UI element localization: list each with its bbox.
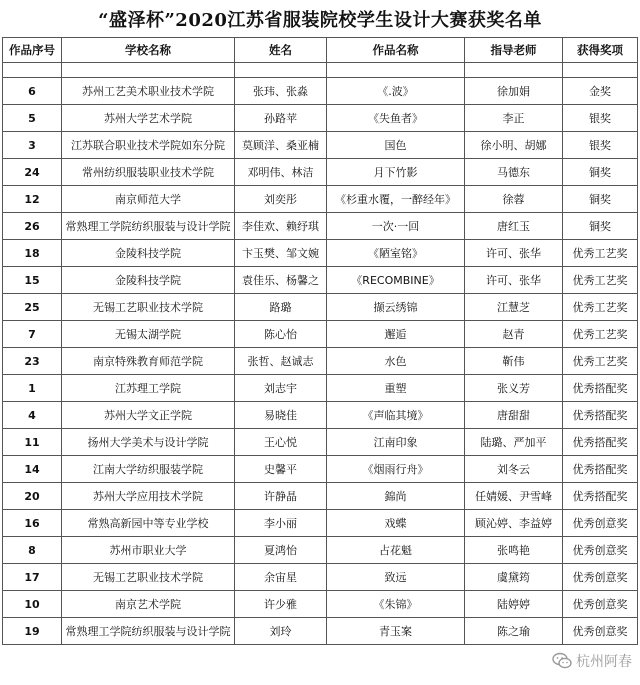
table-cell: 唐甜甜 xyxy=(465,402,563,429)
table-row xyxy=(3,429,638,456)
table-cell: 《失鱼者》 xyxy=(327,105,465,132)
table-cell: 18 xyxy=(3,240,62,267)
table-cell: 优秀创意奖 xyxy=(563,618,638,645)
table-cell: 15 xyxy=(3,267,62,294)
table-cell: 陈之瑜 xyxy=(465,618,563,645)
table-cell: 虞黛筠 xyxy=(465,564,563,591)
header-cell: 姓名 xyxy=(235,38,327,63)
table-row xyxy=(3,78,638,105)
table-row xyxy=(3,591,638,618)
table-cell: 《.波》 xyxy=(327,78,465,105)
table-cell: 金陵科技学院 xyxy=(62,240,235,267)
table-cell: 重塑 xyxy=(327,375,465,402)
table-cell: 月下竹影 xyxy=(327,159,465,186)
table-cell: 26 xyxy=(3,213,62,240)
table-cell: 邂逅 xyxy=(327,321,465,348)
table-cell: 《RECOMBINE》 xyxy=(327,267,465,294)
table-cell: 银奖 xyxy=(563,132,638,159)
table-row xyxy=(3,321,638,348)
table-cell: 李佳欢、赖纾琪 xyxy=(235,213,327,240)
table-cell: 陈心怡 xyxy=(235,321,327,348)
table-cell: 易晓佳 xyxy=(235,402,327,429)
table-cell: 刘冬云 xyxy=(465,456,563,483)
table-row xyxy=(3,213,638,240)
table-row xyxy=(3,618,638,645)
table-cell: 《朱锦》 xyxy=(327,591,465,618)
table-cell: 《杉重水覆，一醉经年》 xyxy=(327,186,465,213)
table-cell: 无锡太湖学院 xyxy=(62,321,235,348)
table-cell: 陆璐、严加平 xyxy=(465,429,563,456)
table-cell: 史馨平 xyxy=(235,456,327,483)
watermark-text: 杭州阿春 xyxy=(576,654,632,670)
table-row xyxy=(3,564,638,591)
page-title: “盛泽杯”2020江苏省服装院校学生设计大赛获奖名单 xyxy=(98,10,542,31)
table-cell: 14 xyxy=(3,456,62,483)
table-cell: 17 xyxy=(3,564,62,591)
header-cell: 学校名称 xyxy=(62,38,235,63)
table-cell: 优秀搭配奖 xyxy=(563,402,638,429)
table-cell: 余宙星 xyxy=(235,564,327,591)
header-cell: 作品名称 xyxy=(327,38,465,63)
table-cell: 青玉案 xyxy=(327,618,465,645)
table-cell: 撷云绣锦 xyxy=(327,294,465,321)
table-cell: 6 xyxy=(3,78,62,105)
empty-cell xyxy=(235,63,327,78)
table-cell: 一次·一回 xyxy=(327,213,465,240)
table-row xyxy=(3,186,638,213)
table-cell: 《声临其境》 xyxy=(327,402,465,429)
table-cell: 江南大学纺织服装学院 xyxy=(62,456,235,483)
table-cell: 许静晶 xyxy=(235,483,327,510)
table-cell: 张义芳 xyxy=(465,375,563,402)
table-cell: 8 xyxy=(3,537,62,564)
table-cell: 苏州大学应用技术学院 xyxy=(62,483,235,510)
table-row xyxy=(3,240,638,267)
empty-cell xyxy=(327,63,465,78)
table-cell: 常州纺织服装职业技术学院 xyxy=(62,159,235,186)
table-cell: 许可、张华 xyxy=(465,267,563,294)
table-row xyxy=(3,510,638,537)
table-cell: 7 xyxy=(3,321,62,348)
table-row xyxy=(3,105,638,132)
table-cell: 常熟理工学院纺织服装与设计学院 xyxy=(62,618,235,645)
table-cell: 银奖 xyxy=(563,105,638,132)
table-cell: 优秀工艺奖 xyxy=(563,267,638,294)
table-cell: 11 xyxy=(3,429,62,456)
wechat-icon xyxy=(552,652,572,670)
table-cell: 徐加娟 xyxy=(465,78,563,105)
table-cell: 苏州市职业大学 xyxy=(62,537,235,564)
table-cell: 李正 xyxy=(465,105,563,132)
table-cell: 优秀创意奖 xyxy=(563,510,638,537)
table-cell: 16 xyxy=(3,510,62,537)
table-cell: 无锡工艺职业技术学院 xyxy=(62,564,235,591)
table-cell: 邓明伟、林洁 xyxy=(235,159,327,186)
table-cell: 南京特殊教育师范学院 xyxy=(62,348,235,375)
table-cell: 张哲、赵诚志 xyxy=(235,348,327,375)
table-cell: 25 xyxy=(3,294,62,321)
table-row xyxy=(3,294,638,321)
table-row xyxy=(3,348,638,375)
table-row xyxy=(3,132,638,159)
table-cell: 金陵科技学院 xyxy=(62,267,235,294)
table-row xyxy=(3,483,638,510)
table-cell: 江慧芝 xyxy=(465,294,563,321)
table-cell: 20 xyxy=(3,483,62,510)
empty-cell xyxy=(62,63,235,78)
table-cell: 12 xyxy=(3,186,62,213)
table-cell: 夏鸿怡 xyxy=(235,537,327,564)
table-row xyxy=(3,267,638,294)
table-cell: 24 xyxy=(3,159,62,186)
table-cell: 錦尚 xyxy=(327,483,465,510)
table-cell: 马德东 xyxy=(465,159,563,186)
table-cell: 张玮、张淼 xyxy=(235,78,327,105)
table-body xyxy=(3,78,638,645)
table-row xyxy=(3,456,638,483)
table-cell: 唐红玉 xyxy=(465,213,563,240)
table-cell: 优秀搭配奖 xyxy=(563,456,638,483)
table-cell: 陆婷婷 xyxy=(465,591,563,618)
empty-cell xyxy=(563,63,638,78)
table-row xyxy=(3,159,638,186)
table-cell: 优秀搭配奖 xyxy=(563,483,638,510)
table-cell: 徐蓉 xyxy=(465,186,563,213)
table-cell: 致远 xyxy=(327,564,465,591)
awards-table xyxy=(2,37,638,645)
table-cell: 优秀搭配奖 xyxy=(563,375,638,402)
table-cell: 任婧媛、尹雪峰 xyxy=(465,483,563,510)
table-cell: 刘玲 xyxy=(235,618,327,645)
table-cell: 《陋室铭》 xyxy=(327,240,465,267)
header-cell: 指导老师 xyxy=(465,38,563,63)
table-cell: 铜奖 xyxy=(563,213,638,240)
table-cell: 顾沁婷、李益婷 xyxy=(465,510,563,537)
table-cell: 优秀搭配奖 xyxy=(563,429,638,456)
table-spacer-row xyxy=(3,63,638,78)
table-cell: 南京艺术学院 xyxy=(62,591,235,618)
table-cell: 占花魁 xyxy=(327,537,465,564)
table-cell: 优秀工艺奖 xyxy=(563,240,638,267)
table-cell: 扬州大学美术与设计学院 xyxy=(62,429,235,456)
table-cell: 优秀创意奖 xyxy=(563,564,638,591)
table-cell: 无锡工艺职业技术学院 xyxy=(62,294,235,321)
table-cell: 孙路苹 xyxy=(235,105,327,132)
table-cell: 袁佳乐、杨馨之 xyxy=(235,267,327,294)
table-cell: 徐小明、胡娜 xyxy=(465,132,563,159)
table-cell: 金奖 xyxy=(563,78,638,105)
table-cell: 路璐 xyxy=(235,294,327,321)
table-cell: 优秀创意奖 xyxy=(563,537,638,564)
table-cell: 19 xyxy=(3,618,62,645)
table-cell: 铜奖 xyxy=(563,159,638,186)
watermark xyxy=(552,651,632,671)
table-cell: 1 xyxy=(3,375,62,402)
table-cell: 优秀创意奖 xyxy=(563,591,638,618)
table-cell: 国色 xyxy=(327,132,465,159)
table-cell: 常熟高新园中等专业学校 xyxy=(62,510,235,537)
table-row xyxy=(3,537,638,564)
table-cell: 江苏联合职业技术学院如东分院 xyxy=(62,132,235,159)
table-cell: 莫顾洋、桑亚楠 xyxy=(235,132,327,159)
table-cell: 苏州工艺美术职业技术学院 xyxy=(62,78,235,105)
table-cell: 10 xyxy=(3,591,62,618)
table-cell: 常熟理工学院纺织服装与设计学院 xyxy=(62,213,235,240)
table-cell: 3 xyxy=(3,132,62,159)
empty-cell xyxy=(3,63,62,78)
table-cell: 王心悦 xyxy=(235,429,327,456)
table-cell: 许少雅 xyxy=(235,591,327,618)
table-cell: 江南印象 xyxy=(327,429,465,456)
table-row xyxy=(3,375,638,402)
table-cell: 南京师范大学 xyxy=(62,186,235,213)
table-cell: 李小丽 xyxy=(235,510,327,537)
table-cell: 优秀工艺奖 xyxy=(563,321,638,348)
table-cell: 张鸣艳 xyxy=(465,537,563,564)
table-cell: 优秀工艺奖 xyxy=(563,348,638,375)
table-header-row xyxy=(3,38,638,63)
table-cell: 戏蝶 xyxy=(327,510,465,537)
table-cell: 《烟雨行舟》 xyxy=(327,456,465,483)
table-cell: 水色 xyxy=(327,348,465,375)
table-row xyxy=(3,402,638,429)
table-cell: 23 xyxy=(3,348,62,375)
table-cell: 苏州大学文正学院 xyxy=(62,402,235,429)
table-cell: 赵青 xyxy=(465,321,563,348)
table-cell: 苏州大学艺术学院 xyxy=(62,105,235,132)
header-cell: 作品序号 xyxy=(3,38,62,63)
table-cell: 5 xyxy=(3,105,62,132)
table-cell: 靳伟 xyxy=(465,348,563,375)
table-cell: 刘奕彤 xyxy=(235,186,327,213)
table-cell: 刘志宇 xyxy=(235,375,327,402)
table-cell: 卞玉樊、邹文婉 xyxy=(235,240,327,267)
table-cell: 优秀工艺奖 xyxy=(563,294,638,321)
table-cell: 许可、张华 xyxy=(465,240,563,267)
header-cell: 获得奖项 xyxy=(563,38,638,63)
table-cell: 4 xyxy=(3,402,62,429)
empty-cell xyxy=(465,63,563,78)
table-cell: 江苏理工学院 xyxy=(62,375,235,402)
table-cell: 铜奖 xyxy=(563,186,638,213)
